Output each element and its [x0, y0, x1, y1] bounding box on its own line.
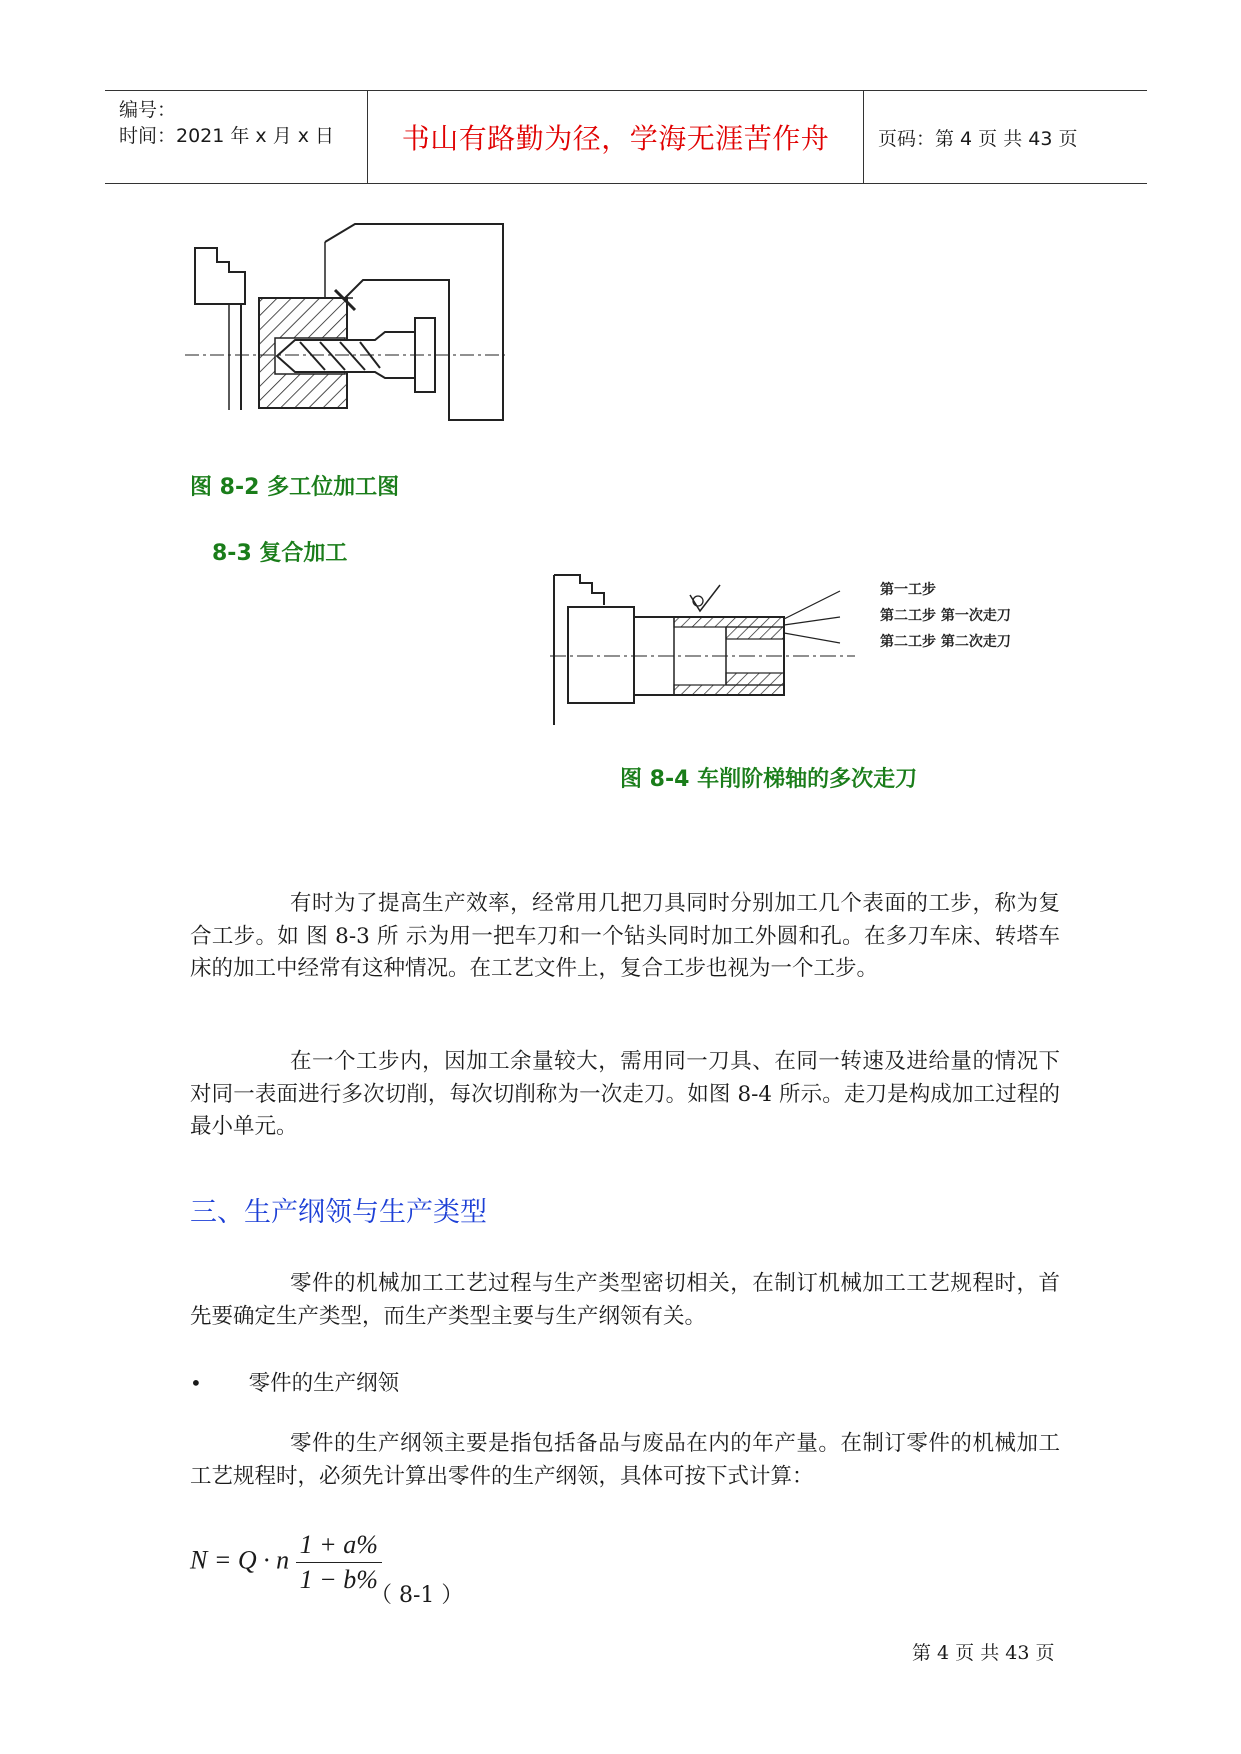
section-heading: 三、生产纲领与生产类型 [190, 1197, 487, 1228]
page-footer: 第 4 页 共 43 页 [912, 1642, 1055, 1664]
bullet-text: 零件的生产纲领 [248, 1371, 400, 1396]
bullet-item [190, 1366, 399, 1397]
page-info: 页码：第 4 页 共 43 页 [878, 127, 1078, 150]
page-header [105, 90, 1147, 184]
motto: 书山有路勤为径，学海无涯苦作舟 [401, 122, 830, 155]
header-meta [105, 91, 368, 183]
fig84-label-3: 第二工步 第二次走刀 [880, 634, 1011, 650]
formula-denominator: 1 − b% [299, 1565, 378, 1594]
fig84-label-1: 第一工步 [880, 582, 936, 598]
serial-label: 编号： [119, 99, 177, 121]
formula-fraction [296, 1530, 382, 1595]
time-label: 时间：2021 年 x 月 x 日 [119, 125, 335, 147]
paragraph-production-program: 零件的生产纲领主要是指包括备品与废品在内的年产量。在制订零件的机械加工工艺规程时，必须先计算出零件的生产纲领，具体可按下式计算： [190, 1431, 1060, 1489]
paragraph-compound-step: 有时为了提高生产效率，经常用几把刀具同时分别加工几个表面的工步，称为复合工步。如 图 8-3 所 示为用一把车刀和一个钻头同时加工外圆和孔。在多刀车床、转塔车床的加工中经常有这种情况。在工艺文件上，复合工步也视为一个工步。 [190, 891, 1060, 981]
figure-8-2-caption: 图 8-2 多工位加工图 [190, 475, 400, 500]
bullet-icon: • [190, 1371, 202, 1395]
figure-8-2-drawing [185, 220, 515, 430]
figure-8-4-drawing [550, 565, 1040, 735]
paragraph-production-type: 零件的机械加工工艺过程与生产类型密切相关，在制订机械加工工艺规程时，首先要确定生产类型，而生产类型主要与生产纲领有关。 [190, 1271, 1060, 1329]
header-motto-cell [368, 91, 864, 183]
figure-8-3-heading: 8-3 复合加工 [212, 541, 348, 566]
formula-lhs: N = Q · n [190, 1545, 290, 1575]
figure-8-4-caption: 图 8-4 车削阶梯轴的多次走刀 [620, 767, 918, 792]
fig84-label-2: 第二工步 第一次走刀 [880, 608, 1011, 624]
formula-number: （ 8-1 ） [370, 1583, 464, 1608]
formula-8-1 [190, 1530, 382, 1595]
formula-numerator: 1 + a% [296, 1530, 382, 1563]
paragraph-pass: 在一个工步内，因加工余量较大，需用同一刀具、在同一转速及进给量的情况下对同一表面进行多次切削，每次切削称为一次走刀。如图 8-4 所示。走刀是构成加工过程的最小单元。 [190, 1049, 1060, 1139]
header-page-cell [864, 91, 1147, 183]
